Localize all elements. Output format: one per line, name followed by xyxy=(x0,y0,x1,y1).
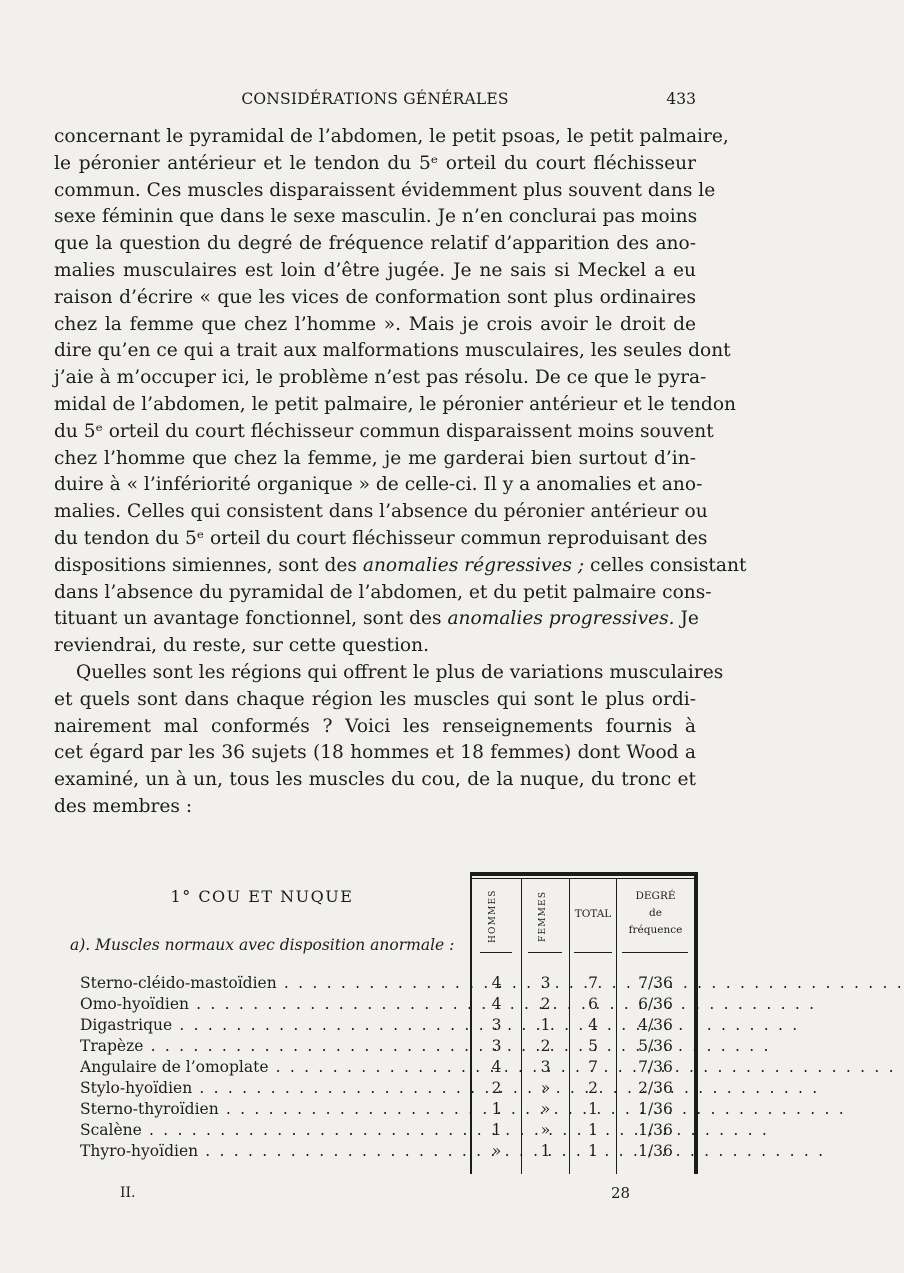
header-title: CONSIDÉRATIONS GÉNÉRALES xyxy=(241,90,509,108)
cell-femmes: » xyxy=(540,1079,551,1097)
text-fragment: Je xyxy=(674,608,699,630)
cell-hommes: » xyxy=(491,1142,502,1160)
table-top-rule-thin xyxy=(470,878,698,879)
text-line: chez l’homme que chez la femme, je me garderai bien surtout d’in- xyxy=(54,447,696,469)
text-line: raison d’écrire « que les vices de conformation sont plus ordinaires xyxy=(54,286,696,308)
table-row xyxy=(60,1142,700,1163)
text-fragment: dispositions simiennes, sont des xyxy=(54,554,363,576)
muscle-name: Thyro-hyoïdien . . . xyxy=(80,1142,468,1160)
cell-degre: 6/36 xyxy=(638,995,673,1013)
cell-total: 1 xyxy=(588,1142,598,1160)
cell-femmes: » xyxy=(540,1100,551,1118)
cell-femmes: 2 xyxy=(540,995,551,1013)
column-header-degre xyxy=(617,888,694,939)
table-header-rule xyxy=(528,952,562,953)
column-header-femmes: FEMMES xyxy=(538,890,548,942)
cell-total: 7 xyxy=(588,974,598,992)
cell-degre: 1/36 xyxy=(638,1100,673,1118)
cell-total: 1 xyxy=(588,1121,598,1139)
table-row xyxy=(60,995,700,1016)
table-top-rule xyxy=(470,872,698,876)
text-line: duire à « l’infériorité organique » de celle-ci. Il y a anomalies et ano- xyxy=(54,474,703,496)
cell-degre: 1/36 xyxy=(638,1121,673,1139)
column-header-hommes: HOMMES xyxy=(488,889,498,943)
text-line: cet égard par les 36 sujets (18 hommes et 18 femmes) dont Wood a xyxy=(54,742,696,764)
text-line: Quelles sont les régions qui offrent le plus de variations musculaires xyxy=(76,661,724,683)
cell-total: 2 xyxy=(588,1079,598,1097)
page-number: 433 xyxy=(666,90,696,108)
text-line: examiné, un à un, tous les muscles du cou, de la nuque, du tronc et xyxy=(54,769,696,791)
text-line: reviendrai, du reste, sur cette question. xyxy=(54,635,429,657)
running-header xyxy=(54,90,696,114)
table-row xyxy=(60,974,700,995)
muscle-name: Digastrique . . . xyxy=(80,1016,468,1034)
text-line: le péronier antérieur et le tendon du 5ᵉ orteil du court fléchisseur xyxy=(54,152,696,174)
cell-total: 5 xyxy=(588,1037,598,1055)
muscle-name: Scalène . . . xyxy=(80,1121,468,1139)
cell-total: 7 xyxy=(588,1058,598,1076)
muscle-name: Sterno-thyroïdien . . . xyxy=(80,1100,468,1118)
cell-total: 1 xyxy=(588,1100,598,1118)
cell-femmes: 3 xyxy=(540,974,551,992)
cell-hommes: 3 xyxy=(491,1037,502,1055)
text-line: nairement mal conformés ? Voici les renseignements fournis à xyxy=(54,715,696,737)
text-line: du tendon du 5ᵉ orteil du court fléchisseur commun reproduisant des xyxy=(54,527,708,549)
cell-hommes: 2 xyxy=(491,1079,502,1097)
cell-femmes: » xyxy=(540,1121,551,1139)
cell-degre: 7/36 xyxy=(638,1058,673,1076)
table-row xyxy=(60,1079,700,1100)
table-section-title: 1° COU ET NUQUE xyxy=(170,887,354,906)
text-line: j’aie à m’occuper ici, le problème n’est pas résolu. De ce que le pyra- xyxy=(54,367,707,389)
table-subsection-title: a). Muscles normaux avec disposition anormale : xyxy=(70,936,455,954)
cell-hommes: 4 xyxy=(491,995,502,1013)
text-line: midal de l’abdomen, le petit palmaire, le péronier antérieur et le tendon xyxy=(54,393,736,415)
text-line: que la question du degré de fréquence relatif d’apparition des ano- xyxy=(54,233,696,255)
cell-hommes: 3 xyxy=(491,1016,502,1034)
text-line: malies. Celles qui consistent dans l’absence du péronier antérieur ou xyxy=(54,501,708,523)
table-row xyxy=(60,1016,700,1037)
cell-degre: 7/36 xyxy=(638,974,673,992)
cell-femmes: 2 xyxy=(540,1037,551,1055)
frequency-table xyxy=(60,872,700,1174)
cell-femmes: 1 xyxy=(540,1142,551,1160)
muscle-name: Stylo-hyoïdien . . . xyxy=(80,1079,468,1097)
volume-mark: II. xyxy=(120,1185,136,1201)
column-header-degre-line: fréquence xyxy=(628,924,683,936)
text-line: du 5ᵉ orteil du court fléchisseur commun disparaissent moins souvent xyxy=(54,420,714,442)
column-header-degre-line: de xyxy=(649,907,662,919)
text-line: commun. Ces muscles disparaissent évidemment plus souvent dans le xyxy=(54,179,716,201)
cell-hommes: 4 xyxy=(491,1058,502,1076)
cell-degre: 1/36 xyxy=(638,1142,673,1160)
cell-hommes: 4 xyxy=(491,974,502,992)
table-row xyxy=(60,1037,700,1058)
text-line: sexe féminin que dans le sexe masculin. Je n’en conclurai pas moins xyxy=(54,206,698,228)
emphasis-anomalies-regressives: anomalies régressives ; xyxy=(362,554,585,576)
cell-total: 6 xyxy=(588,995,598,1013)
cell-femmes: 3 xyxy=(540,1058,551,1076)
text-line: dire qu’en ce qui a trait aux malformations musculaires, les seules dont xyxy=(54,340,731,362)
table-header-rule xyxy=(622,952,688,953)
muscle-name: Omo-hyoïdien . . . xyxy=(80,995,468,1013)
text-fragment: tituant un avantage fonctionnel, sont des xyxy=(54,608,448,630)
body-text xyxy=(54,124,747,821)
text-line: malies musculaires est loin d’être jugée. Je ne sais si Meckel a eu xyxy=(54,259,696,281)
cell-total: 4 xyxy=(588,1016,598,1034)
column-header-total: TOTAL xyxy=(574,908,612,920)
table-header-rule xyxy=(480,952,512,953)
text-line: concernant le pyramidal de l’abdomen, le petit psoas, le petit palmaire, xyxy=(54,126,729,147)
text-line xyxy=(54,606,699,633)
muscle-name: Sterno-cléido-mastoïdien . . . xyxy=(80,974,468,992)
cell-degre: 4/36 xyxy=(638,1016,673,1034)
text-line: des membres : xyxy=(54,795,193,817)
cell-hommes: 1 xyxy=(491,1100,502,1118)
table-row xyxy=(60,1121,700,1142)
text-line: dans l’absence du pyramidal de l’abdomen, et du petit palmaire cons- xyxy=(54,581,712,603)
cell-degre: 5/36 xyxy=(638,1037,673,1055)
table-row xyxy=(60,1058,700,1079)
cell-femmes: 1 xyxy=(540,1016,551,1034)
column-header-degre-line: DEGRÉ xyxy=(635,890,676,902)
muscle-name: Trapèze . . . xyxy=(80,1037,468,1055)
text-line xyxy=(54,553,747,580)
emphasis-anomalies-progressives: anomalies progressives. xyxy=(447,608,675,630)
signature-mark: 28 xyxy=(611,1184,631,1202)
text-line: chez la femme que chez l’homme ». Mais je crois avoir le droit de xyxy=(54,313,696,335)
cell-hommes: 1 xyxy=(491,1121,502,1139)
text-line: et quels sont dans chaque région les muscles qui sont le plus ordi- xyxy=(54,688,696,710)
text-fragment: celles consistant xyxy=(584,554,747,576)
table-header-rule xyxy=(574,952,612,953)
muscle-name: Angulaire de l’omoplate . . . xyxy=(80,1058,468,1076)
cell-degre: 2/36 xyxy=(638,1079,673,1097)
table-row xyxy=(60,1100,700,1121)
